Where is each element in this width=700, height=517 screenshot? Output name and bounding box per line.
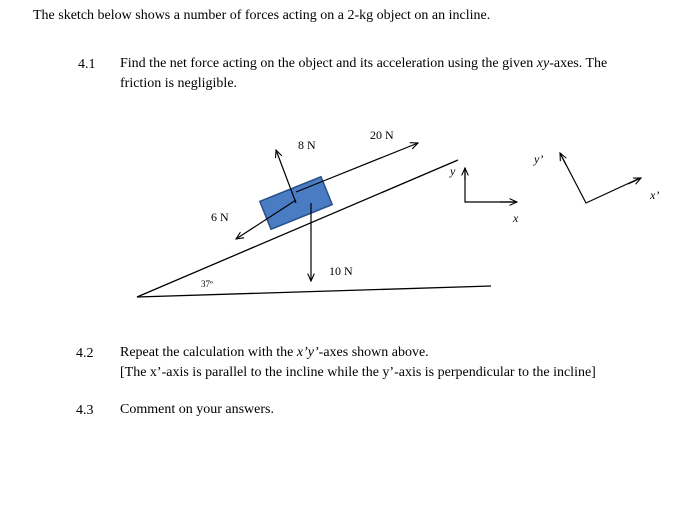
y-axis-label: y — [450, 164, 456, 178]
y-prime-arrow — [560, 153, 566, 165]
question-4-3-text: Comment on your answers. — [120, 402, 274, 417]
force-6n-label: 6 N — [211, 210, 229, 224]
force-10n-label: 10 N — [329, 264, 353, 278]
question-4-1-line2: friction is negligible. — [120, 76, 238, 91]
question-4-1-line1a: Find the net force acting on the object and its acceleration using the given — [120, 56, 537, 71]
question-4-2-line1a: Repeat the calculation with the — [120, 345, 297, 360]
question-4-2-line1b: -axes shown above. — [318, 345, 429, 360]
force-20n-label: 20 N — [370, 128, 394, 142]
incline-line — [137, 160, 458, 297]
x-prime-label: x’ — [650, 188, 660, 202]
xy-axes — [465, 168, 515, 202]
question-4-3-number: 4.3 — [76, 403, 94, 418]
question-4-2-axes: x’y’ — [296, 345, 319, 360]
x-axis-label: x — [513, 211, 519, 225]
question-4-2-number: 4.2 — [76, 346, 94, 361]
question-4-1-line1b: -axes. The — [549, 56, 608, 71]
angle-label: 37º — [201, 279, 213, 289]
question-4-1-axes: xy — [536, 56, 550, 71]
question-4-2-text — [120, 343, 596, 383]
force-8n-label: 8 N — [298, 138, 316, 152]
question-4-1-number: 4.1 — [78, 57, 96, 72]
xy-prime-axes — [560, 153, 640, 203]
y-prime-label: y’ — [534, 152, 544, 166]
ground-line — [137, 286, 491, 297]
question-4-2-line2: [The x’-axis is parallel to the incline while the y’-axis is perpendicular to the incline] — [120, 365, 596, 380]
intro-text: The sketch below shows a number of forces acting on a 2-kg object on an incline. — [33, 8, 491, 23]
x-prime-arrow — [628, 178, 641, 184]
